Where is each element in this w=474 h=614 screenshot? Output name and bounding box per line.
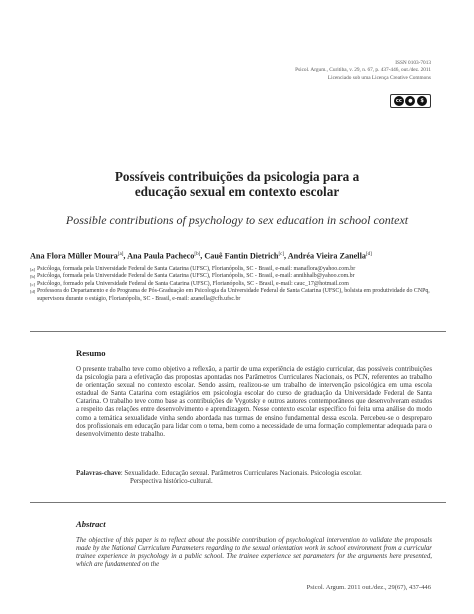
keywords [76,470,432,486]
author-mark: [a] [117,252,124,257]
page-footer: Psicol. Argum. 2011 out./dez., 29(67), 437-446 [306,584,431,591]
article-subtitle: Possible contributions of psychology to sex education in school context [65,213,409,227]
cc-icon: cc [394,96,404,106]
license-text: Licenciado sob uma Licença Creative Commons [327,74,431,81]
keywords-values: : Sexualidade. Educação sexual. Parâmetros Curriculares Nacionais. Psicologia escolar. [120,470,362,477]
author-mark: [b] [194,252,201,257]
resumo-body: O presente trabalho teve como objetivo a reflexão, a partir de uma experiência de estágio curricular, das possíveis contribuições da psicologia para a efetivação das propostas apontadas nos Parâmetros Curriculares Nacionais, os PCN, referentes ao trabalho de orientação sexual no contexto escolar. Sendo assim, realizou-se um trabalho de intervenção psicológica em uma escola estadual de Santa Catarina com estagiários em psicologia escolar do curso de graduação da Universidade Federal de Santa Catarina. O trabalho teve como base as contribuições de Vygotsky e outros autores contemporâneos que desenvolveram estudos a respeito das relações entre desenvolvimento e aprendizagem. Nesse contexto escolar específico foi feita uma análise do modo como a temática sexualidade vinha sendo abordada nas turmas de ensino fundamental dessa escola. Percebeu-se o despreparo dos profissionais em educação para lidar com o tema, bem como a necessidade de uma formação complementar adequada para o desenvolvimento deste trabalho. [76,366,432,438]
article-title: Possíveis contribuições da psicologia para a educação sexual em contexto escolar [114,169,360,199]
affiliation-item: [b] Psicóloga, formada pela Universidade Federal de Santa Catarina (UFSC), Florianópolis, SC - Brasil, e-mail: annihhalb@yahoo.com.br [30,273,355,280]
affiliations [30,266,446,303]
author-name: Andréa Vieira Zanella [287,251,366,261]
abstract-heading: Abstract [76,519,106,529]
creative-commons-badge-icon[interactable] [390,94,431,108]
keywords-values-continued: Perspectiva histórico-cultural. [130,478,213,486]
divider [30,502,446,503]
author-list: Ana Flora Müller Moura[a], Ana Paula Pacheco[b], Cauê Fantin Dietrich[c], Andréa Vieira Zanella[d] [30,251,372,261]
affiliation-item: [d] Professora do Departamento e do Programa de Pós-Graduação em Psicologia da Universidade Federal de Santa Catarina (UFSC), bolsista em produtividade do CNPq, supervisora durante o estágio, Florianópolis, SC - Brasil, e-mail: azanella@cfh.ufsc.br [30,288,430,302]
author-mark: [c] [278,252,285,257]
journal-metadata [231,60,431,82]
resumo-heading: Resumo [76,348,106,358]
journal-citation: Psicol. Argum., Curitiba, v. 29, n. 67, p. 437-446, out./dez. 2011 [295,67,431,74]
by-icon: ● [405,96,415,106]
author-name: Ana Flora Müller Moura [30,251,118,261]
author-name: Cauê Fantin Dietrich [204,251,279,261]
author-mark: [d] [365,252,372,257]
affiliation-item: [c] Psicólogo, formado pela Universidade Federal de Santa Catarina (UFSC), Florianópolis, SC - Brasil, e-mail: cauc_17@hotmail.com [30,280,349,287]
divider [30,331,446,332]
keywords-label: Palavras-chave [76,470,121,477]
affiliation-item: [a] Psicóloga, formada pela Universidade Federal de Santa Catarina (UFSC), Florianópolis, SC - Brasil, e-mail: manaflora@yahoo.com.br [30,266,356,272]
author-name: Ana Paula Pacheco [127,251,195,261]
nc-icon: $ [417,96,427,106]
abstract-body: The objective of this paper is to reflect about the possible contribution of psychological intervention to validate the proposals made by the National Curriculum Parameters regarding to the sexual orientation work in school environment from a curricular trainee experience in psychology in a public school. The trainee experience set parameters for the arguments here presented, which are fundamented on the [76,537,432,569]
issn: ISSN 0103-7013 [395,60,431,66]
